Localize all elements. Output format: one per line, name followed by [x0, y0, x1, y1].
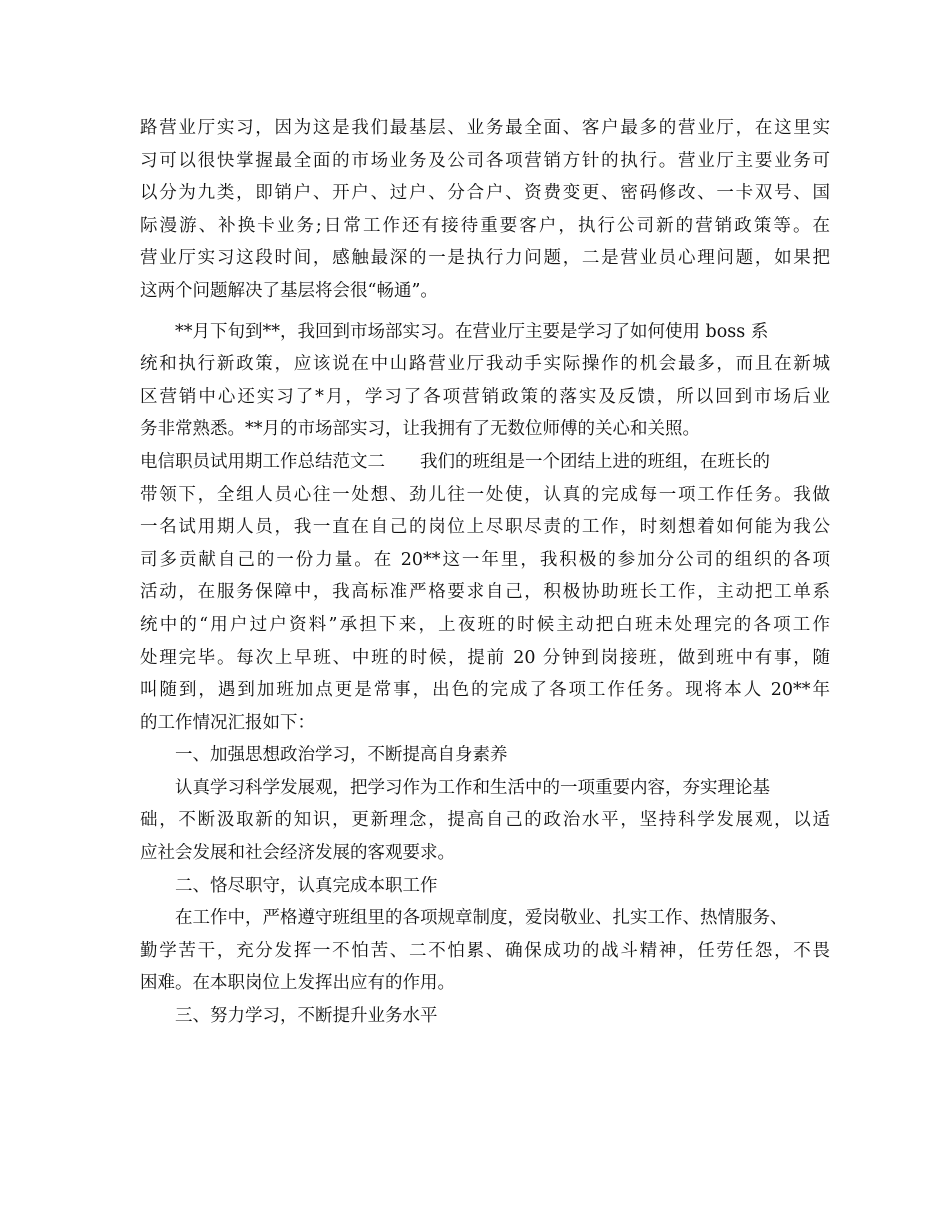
- text-line: 在工作中，严格遵守班组里的各项规章制度，爱岗敬业、扎实工作、热情服务、: [175, 908, 788, 929]
- text-line: 叫随到，遇到加班加点更是常事，出色的完成了各项工作任务。现将本人 20**年: [140, 680, 830, 701]
- paragraph-duty: [140, 902, 830, 1000]
- text-line: 活动，在服务保障中，我高标准严格要求自己，积极协助班长工作，主动把工单系: [140, 582, 830, 603]
- text-line: 区营销中心还实习了*月，学习了各项营销政策的落实及反馈，所以回到市场后业: [140, 386, 830, 407]
- text-line: 司多贡献自己的一份力量。在 20**这一年里，我积极的参加分公司的组织的各项: [140, 549, 830, 570]
- text-line: 统中的“用户过户资料”承担下来，上夜班的时候主动把白班未处理完的各项工作: [140, 614, 830, 635]
- text-line: 习可以很快掌握最全面的市场业务及公司各项营销方针的执行。营业厅主要业务可: [140, 150, 830, 171]
- text-line: 一名试用期人员，我一直在自己的岗位上尽职尽责的工作，时刻想着如何能为我公: [140, 517, 830, 538]
- document-body: [140, 112, 830, 1033]
- text-line: 营业厅实习这段时间，感触最深的一是执行力问题，二是营业员心理问题，如果把: [140, 248, 830, 269]
- paragraph-study: [140, 772, 830, 870]
- text-line: 带领下，全组人员心往一处想、劲儿往一处使，认真的完成每一项工作任务。我做: [140, 484, 830, 505]
- text-line: 认真学习科学发展观，把学习作为工作和生活中的一项重要内容，夯实理论基: [175, 777, 770, 798]
- text-line: 的工作情况汇报如下：: [140, 712, 315, 733]
- paragraph-marketing-dept: [140, 316, 830, 446]
- text-line: 应社会发展和社会经济发展的客观要求。: [140, 843, 455, 864]
- text-line: **月下旬到**，我回到市场部实习。在营业厅主要是学习了如何使用 boss 系: [175, 321, 769, 342]
- text-line: 困难。在本职岗位上发挥出应有的作用。: [140, 973, 455, 994]
- text-line: 勤学苦干，充分发挥一不怕苦、二不怕累、确保成功的战斗精神，任劳任怨，不畏: [140, 940, 830, 961]
- text-line: 础，不断汲取新的知识，更新理念，提高自己的政治水平，坚持科学发展观，以适: [140, 810, 830, 831]
- text-line: 处理完毕。每次上早班、中班的时候，提前 20 分钟到岗接班，做到班中有事，随: [140, 647, 830, 668]
- text-line: 这两个问题解决了基层将会很“畅通”。: [140, 280, 438, 301]
- section-heading-three: 三、努力学习，不断提升业务水平: [175, 1006, 438, 1027]
- text-line: 务非常熟悉。**月的市场部实习，让我拥有了无数位师傅的关心和关照。: [140, 419, 700, 440]
- paragraph-internship-hall: [140, 112, 830, 308]
- text-line: 路营业厅实习，因为这是我们最基层、业务最全面、客户最多的营业厅，在这里实: [140, 118, 830, 138]
- text-line: 电信职员试用期工作总结范文二 我们的班组是一个团结上进的班组，在班长的: [140, 451, 770, 472]
- section-heading-two: 二、恪尽职守，认真完成本职工作: [175, 875, 438, 896]
- text-line: 统和执行新政策，应该说在中山路营业厅我动手实际操作的机会最多，而且在新城: [140, 354, 830, 375]
- text-line: 以分为九类，即销户、开户、过户、分合户、资费变更、密码修改、一卡双号、国: [140, 183, 830, 204]
- section-heading-one: 一、加强思想政治学习，不断提高自身素养: [175, 745, 508, 766]
- text-line: 际漫游、补换卡业务;日常工作还有接待重要客户，执行公司新的营销政策等。在: [140, 215, 830, 236]
- paragraph-sample-two: [140, 446, 830, 739]
